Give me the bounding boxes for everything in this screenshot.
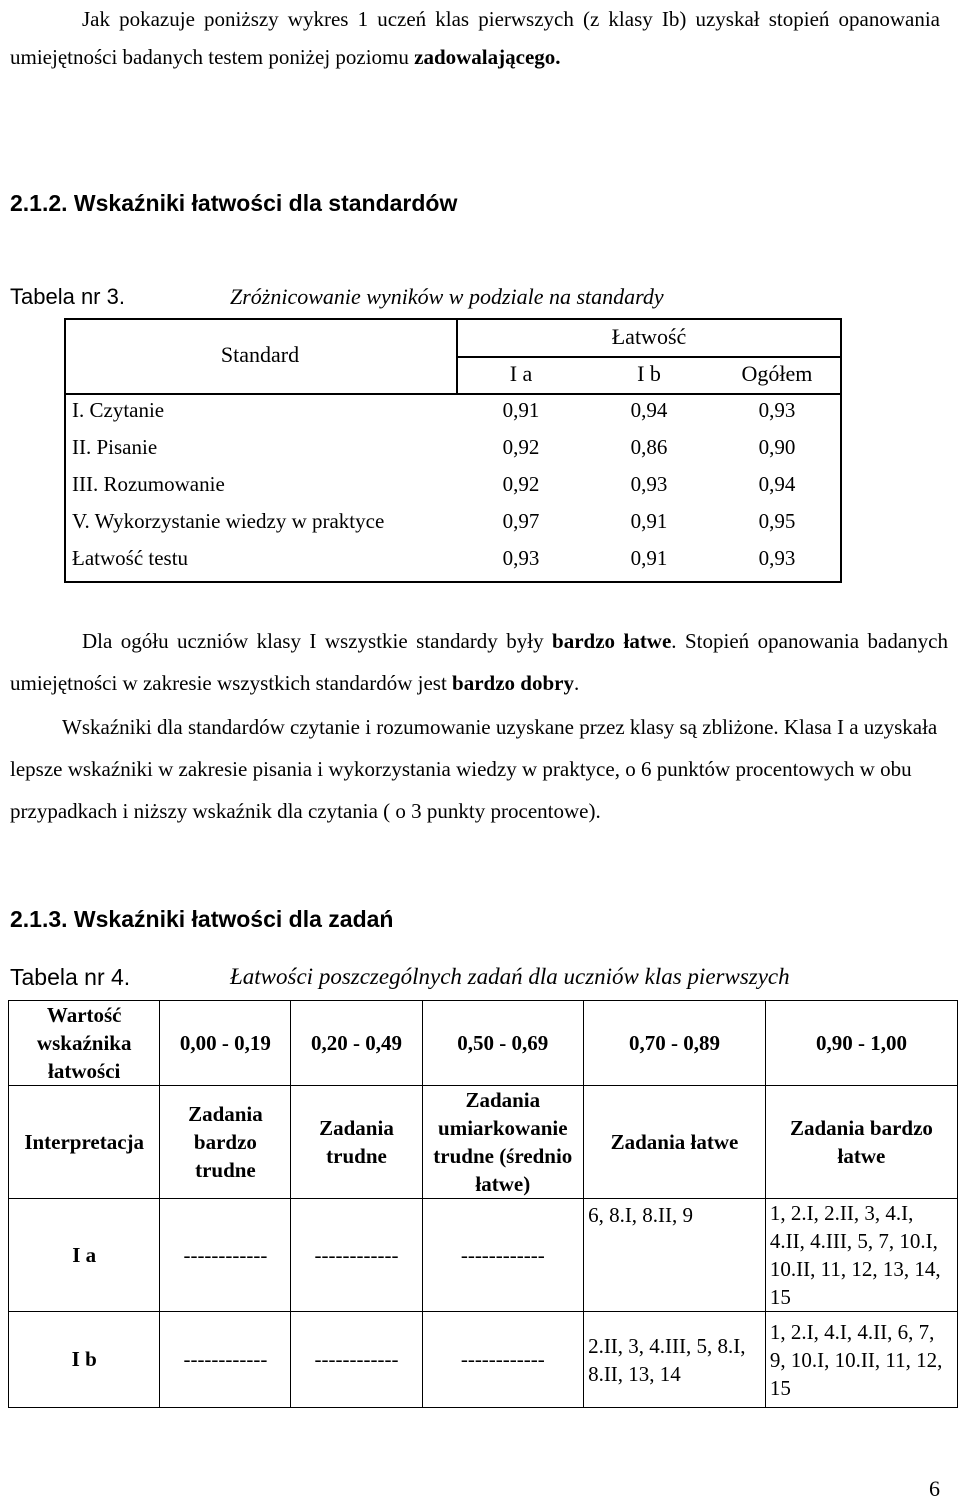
table-row xyxy=(64,540,842,577)
table3-divider-header xyxy=(64,393,842,395)
class-name: I a xyxy=(9,1199,160,1312)
cell: 0,91 xyxy=(630,509,668,533)
cell: 0,90 xyxy=(758,435,796,459)
range-cell: 0,00 - 0,19 xyxy=(160,1001,291,1086)
cell: 0,93 xyxy=(630,472,668,496)
table-row xyxy=(9,1199,958,1312)
cell: 0,95 xyxy=(758,509,796,533)
row-label: II. Pisanie xyxy=(72,435,158,459)
cell: ------------ xyxy=(422,1312,584,1408)
table-row xyxy=(64,429,842,466)
cell: ------------ xyxy=(291,1312,422,1408)
table4-interpretation-row xyxy=(9,1086,958,1199)
cell: 0,94 xyxy=(758,472,796,496)
summary-paragraph-2: Wskaźniki dla standardów czytanie i rozumowanie uzyskane przez klasy są zbliżone. Klasa I a uzyskała lepsze wskaźniki w zakresie pisania i wykorzystania wiedzy w praktyce, o 6 punktów procentowych w obu przypadkach i niższy wskaźnik dla czytania ( o 3 punkty procentowe). xyxy=(10,715,938,823)
table-row xyxy=(64,466,842,503)
intro-bold: zadowalającego. xyxy=(414,45,561,69)
section-heading-standards: 2.1.2. Wskaźniki łatwości dla standardów xyxy=(10,190,458,216)
range-cell: 0,20 - 0,49 xyxy=(291,1001,422,1086)
row-label: V. Wykorzystanie wiedzy w praktyce xyxy=(72,509,385,533)
table4-label: Tabela nr 4. xyxy=(10,964,131,990)
class-name: I b xyxy=(9,1312,160,1408)
cell: ------------ xyxy=(160,1312,291,1408)
cell: 0,93 xyxy=(502,546,540,570)
cell: ------------ xyxy=(422,1199,584,1312)
summary-text: . Stopień opanowania badanych umiejętności w zakresie wszystkich standardów jest xyxy=(10,629,948,695)
cell: 0,97 xyxy=(502,509,540,533)
table3-header-latwosc: Łatwość xyxy=(611,323,687,349)
interpretation-cell: Zadania bardzo łatwe xyxy=(765,1086,957,1199)
cell: 1, 2.I, 2.II, 3, 4.I, 4.II, 4.III, 5, 7, 10.I, 10.II, 11, 12, 13, 14, 15 xyxy=(765,1199,957,1312)
cell: 1, 2.I, 4.I, 4.II, 6, 7, 9, 10.I, 10.II, 11, 12, 15 xyxy=(765,1312,957,1408)
table3-label: Tabela nr 3. xyxy=(10,284,125,309)
table4-title: Łatwości poszczególnych zadań dla uczniów klas pierwszych xyxy=(230,964,790,989)
interpretation-cell: Zadania łatwe xyxy=(584,1086,766,1199)
row-label: III. Rozumowanie xyxy=(72,472,225,496)
table3-title: Zróżnicowanie wyników w podziale na standardy xyxy=(230,284,664,309)
table4-header-interpretation: Interpretacja xyxy=(9,1086,160,1199)
cell: ------------ xyxy=(291,1199,422,1312)
cell: 0,94 xyxy=(630,398,668,422)
cell: 0,93 xyxy=(758,546,796,570)
cell: 0,86 xyxy=(630,435,668,459)
summary-text: . xyxy=(573,671,580,695)
interpretation-cell: Zadania bardzo trudne xyxy=(160,1086,291,1199)
table-row xyxy=(64,503,842,540)
table4-header-value: Wartość wskaźnika łatwości xyxy=(9,1001,160,1086)
section-heading-tasks: 2.1.3. Wskaźniki łatwości dla zadań xyxy=(10,906,394,932)
interpretation-cell: Zadania umiarkowanie trudne (średnio łatwe) xyxy=(422,1086,584,1199)
table3-col-ia: I a xyxy=(509,360,533,386)
cell: 0,92 xyxy=(502,435,540,459)
cell: 0,91 xyxy=(502,398,540,422)
table3-header-row xyxy=(64,318,842,355)
summary-text: Dla ogółu uczniów klasy I wszystkie standardy były xyxy=(82,629,553,653)
range-cell: 0,70 - 0,89 xyxy=(584,1001,766,1086)
range-cell: 0,90 - 1,00 xyxy=(765,1001,957,1086)
table3-divider-horizontal xyxy=(456,356,842,358)
summary-paragraph-1 xyxy=(10,620,948,704)
cell: 0,93 xyxy=(758,398,796,422)
cell: 0,92 xyxy=(502,472,540,496)
table4-ranges-row xyxy=(9,1001,958,1086)
cell: ------------ xyxy=(160,1199,291,1312)
table-row xyxy=(9,1312,958,1408)
table3-col-ogolem: Ogółem xyxy=(741,360,813,386)
row-label: I. Czytanie xyxy=(72,398,165,422)
summary-bold: bardzo łatwe xyxy=(552,629,672,653)
intro-text: Jak pokazuje poniższy wykres 1 uczeń klas pierwszych (z klasy Ib) uzyskał stopień opanowania umiejętności badanych testem poniżej poziomu xyxy=(10,7,940,69)
interpretation-cell: Zadania trudne xyxy=(291,1086,422,1199)
range-cell: 0,50 - 0,69 xyxy=(422,1001,584,1086)
intro-paragraph xyxy=(10,0,940,76)
cell: 0,91 xyxy=(630,546,668,570)
row-label: Łatwość testu xyxy=(72,546,189,570)
table-row xyxy=(64,392,842,429)
cell: 2.II, 3, 4.III, 5, 8.I, 8.II, 13, 14 xyxy=(584,1312,766,1408)
table3-header-standard: Standard xyxy=(220,342,300,367)
table4 xyxy=(8,1000,958,1408)
cell: 6, 8.I, 8.II, 9 xyxy=(584,1199,766,1312)
page-number: 6 xyxy=(929,1476,940,1501)
summary-bold: bardzo dobry xyxy=(452,671,574,695)
table3-col-ib: I b xyxy=(637,360,661,386)
